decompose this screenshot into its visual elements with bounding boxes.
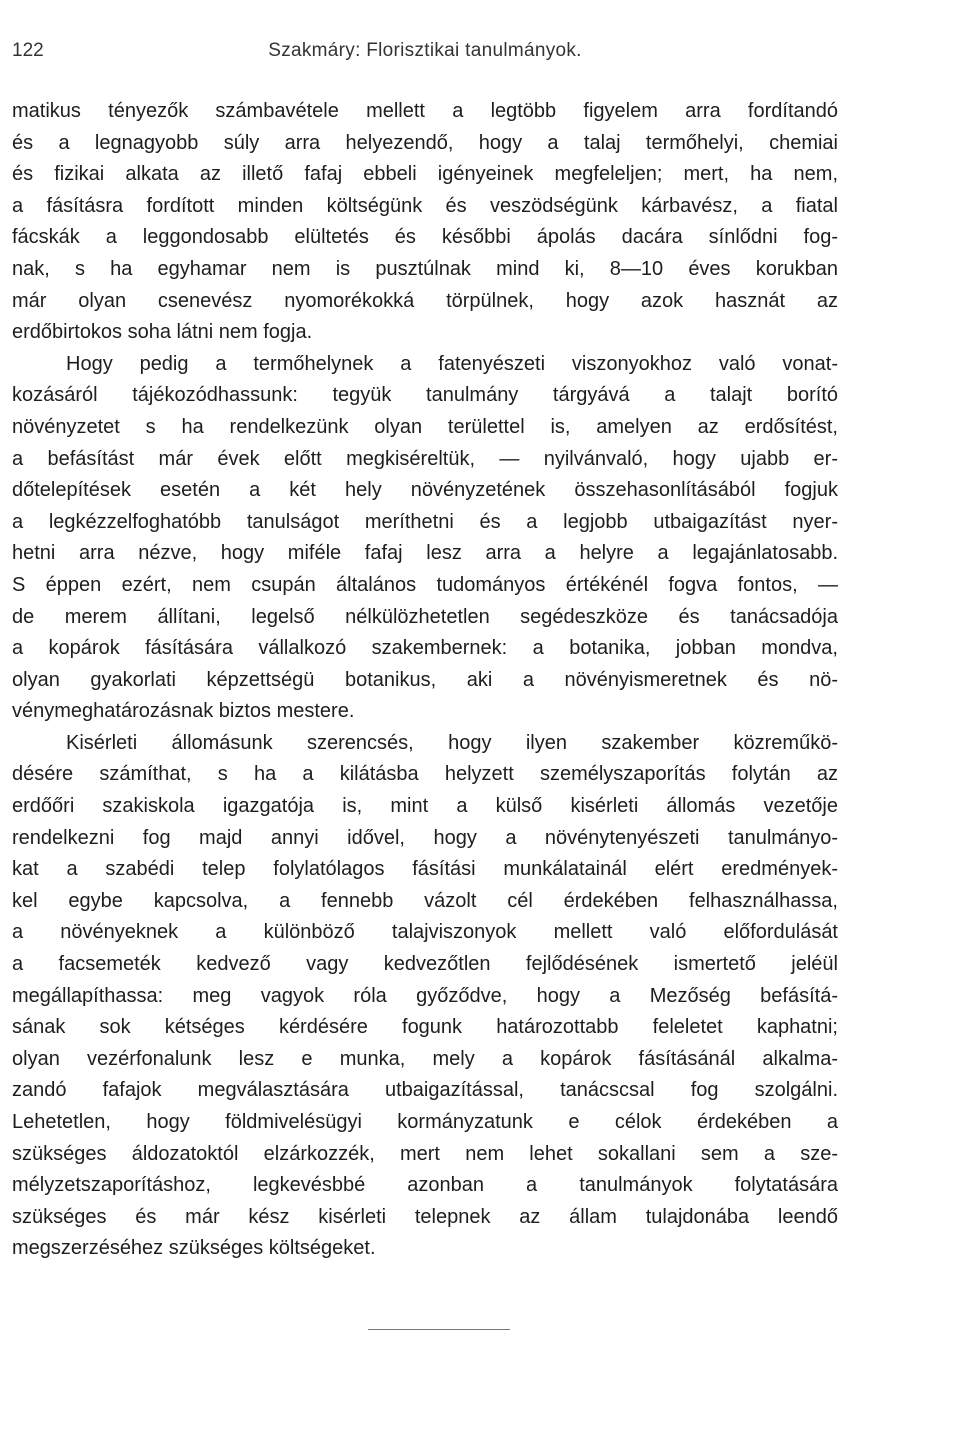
text-line: és a legnagyobb súly arra helyezendő, hogy a talaj termőhelyi, chemiai <box>12 131 838 154</box>
text-line: megállapíthassa: meg vagyok róla győződve, hogy a Mezőség befásítá- <box>12 984 838 1007</box>
footnote-separator-rule <box>368 1329 510 1330</box>
text-line: a kopárok fásítására vállalkozó szakembernek: a botanika, jobban mondva, <box>12 637 838 660</box>
text-line: már olyan csenevész nyomorékokká törpülnek, hogy azok hasznát az <box>12 289 838 312</box>
text-line: olyan gyakorlati képzettségü botanikus, aki a növényismeretnek és nö- <box>12 668 838 691</box>
paragraph-start-line: Kisérleti állomásunk szerencsés, hogy ilyen szakember közreműkö- <box>66 731 838 754</box>
text-line: Lehetetlen, hogy földmivelésügyi kormányzatunk e célok érdekében a <box>12 1111 838 1133</box>
text-line: rendelkezni fog majd annyi idővel, hogy a növénytenyészeti tanulmányo- <box>12 826 838 849</box>
text-line: vénymeghatározásnak biztos mestere. <box>12 700 355 723</box>
text-line: a fásításra fordított minden költségünk és veszödségünk kárbavész, a fiatal <box>12 194 838 217</box>
text-line: matikus tényezők számbavétele mellett a legtöbb figyelem arra fordítandó <box>12 100 838 122</box>
text-line: mélyzetszaporításhoz, legkevésbbé azonban a tanulmányok folytatására <box>12 1174 838 1197</box>
running-title: Szakmáry: Florisztikai tanulmányok. <box>268 40 582 61</box>
text-line: erdőőri szakiskola igazgatója is, mint a külső kisérleti állomás vezetője <box>12 795 838 818</box>
text-line: kel egybe kapcsolva, a fennebb vázolt cél érdekében felhasználhassa, <box>12 889 838 912</box>
text-line: a növényeknek a különböző talajviszonyok mellett való előfordulását <box>12 921 838 944</box>
text-line: kat a szabédi telep folylatólagos fásítási munkálatainál elért eredmények- <box>12 858 838 881</box>
text-line: hetni arra nézve, hogy miféle fafaj lesz arra a helyre a legajánlatosabb. <box>12 542 838 565</box>
body-text <box>12 96 838 1265</box>
text-line: megszerzéséhez szükséges költségeket. <box>12 1237 376 1260</box>
text-line: szükséges és már kész kisérleti telepnek az állam tulajdonába leendő <box>12 1205 838 1228</box>
text-line: olyan vezérfonalunk lesz e munka, mely a kopárok fásításánál alkalma- <box>12 1047 838 1070</box>
text-line: zandó fafajok megválasztására utbaigazítással, tanácscsal fog szolgálni. <box>12 1079 838 1102</box>
text-line: a legkézzelfoghatóbb tanulságot meríthetni és a legjobb utbaigazítást nyer- <box>12 510 838 533</box>
text-line: a facsemeték kedvező vagy kedvezőtlen fejlődésének ismertető jeléül <box>12 953 838 976</box>
page-number: 122 <box>12 40 44 61</box>
text-line: növényzetet s ha rendelkezünk olyan területtel is, amelyen az erdősítést, <box>12 415 838 438</box>
text-line: désére számíthat, s ha a kilátásba helyzett személyszaporítás folytán az <box>12 763 838 786</box>
text-line: sának sok kétséges kérdésére fogunk határozottabb feleletet kaphatni; <box>12 1016 838 1039</box>
text-line: erdőbirtokos soha látni nem fogja. <box>12 321 313 344</box>
text-line: S éppen ezért, nem csupán általános tudományos értékénél fogva fontos, — <box>12 573 838 596</box>
text-line: a befásítást már évek előtt megkiséreltük, — nyilvánvaló, hogy ujabb er- <box>12 447 838 470</box>
text-line: szükséges áldozatoktól elzárkozzék, mert nem lehet sokallani sem a sze- <box>12 1142 838 1165</box>
text-line: dőtelepítések esetén a két hely növényzetének összehasonlításából fogjuk <box>12 479 838 502</box>
text-line: nak, s ha egyhamar nem is pusztúlnak mind ki, 8—10 éves korukban <box>12 257 838 280</box>
text-line: fácskák a leggondosabb elültetés és későbbi ápolás dacára sínlődni fog- <box>12 226 838 249</box>
page-header <box>12 40 838 72</box>
text-line: és fizikai alkata az illető fafaj ebbeli igényeinek megfeleljen; mert, ha nem, <box>12 163 838 186</box>
paragraph-start-line: Hogy pedig a termőhelynek a fatenyészeti viszonyokhoz való vonat- <box>66 352 838 375</box>
text-line: de merem állítani, legelső nélkülözhetetlen segédeszköze és tanácsadója <box>12 605 838 628</box>
text-line: kozásáról tájékozódhassunk: tegyük tanulmány tárgyává a talajt borító <box>12 384 838 407</box>
